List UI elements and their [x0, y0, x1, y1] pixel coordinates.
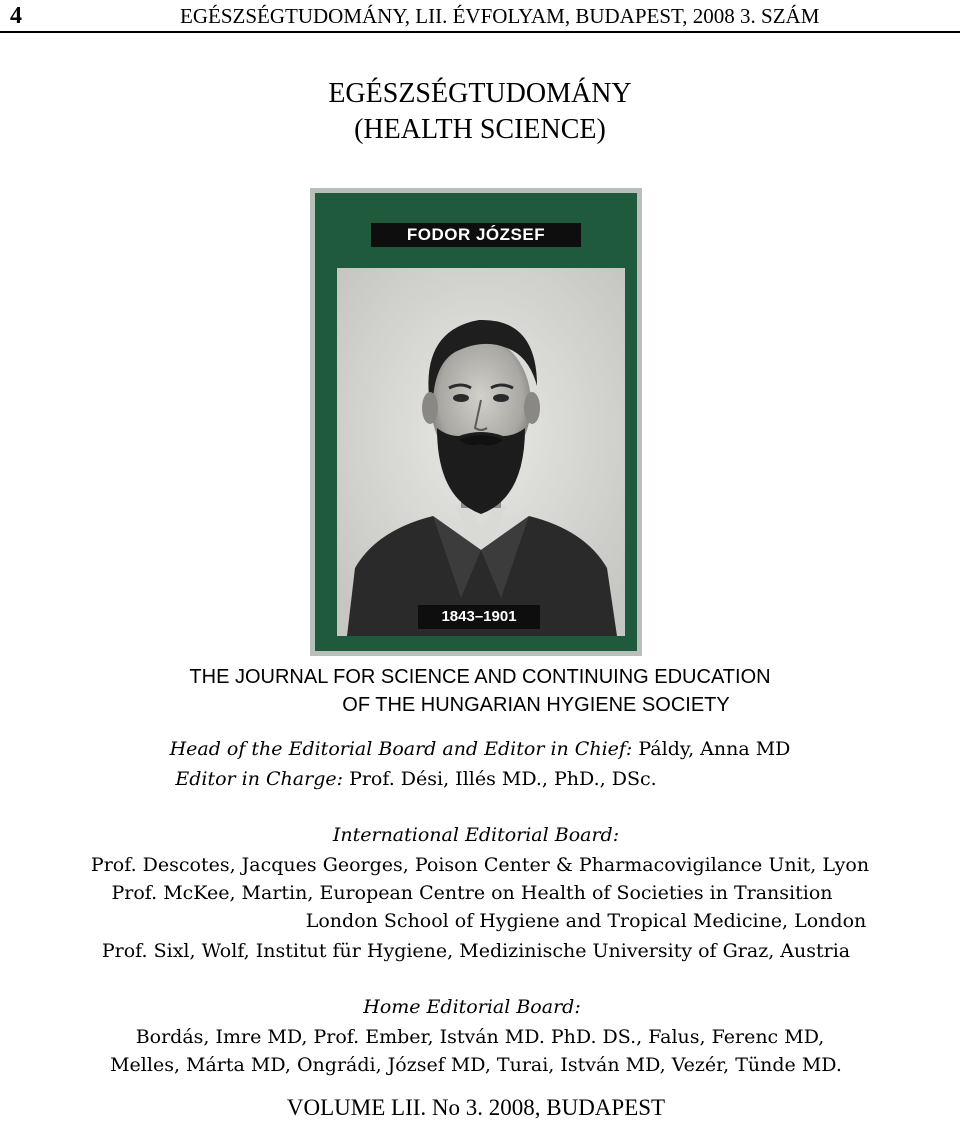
home-board-members-line-1: Bordás, Imre MD, Prof. Ember, István MD. PhD. DS., Falus, Ferenc MD, — [135, 1026, 825, 1048]
editor-in-chief — [0, 736, 960, 762]
cover-years-label: 1843–1901 — [418, 605, 540, 629]
journal-title — [0, 76, 960, 148]
international-board-member: Prof. Sixl, Wolf, Institut für Hygiene, Medizinische University of Graz, Austria — [101, 940, 851, 962]
running-header: EGÉSZSÉGTUDOMÁNY, LII. ÉVFOLYAM, BUDAPEST, 2008 3. SZÁM — [180, 4, 820, 28]
page-number: 4 — [10, 3, 22, 29]
title-hungarian: EGÉSZSÉGTUDOMÁNY — [328, 78, 632, 109]
cover-name-label: FODOR JÓZSEF — [371, 223, 581, 247]
editor-in-chief-label: Head of the Editorial Board and Editor in Chief: — [169, 738, 633, 760]
editor-in-charge — [0, 766, 896, 792]
international-board-member: Prof. Descotes, Jacques Georges, Poison Center & Pharmacovigilance Unit, Lyon — [90, 854, 870, 876]
portrait-image — [337, 268, 625, 636]
journal-subtitle-line-1: THE JOURNAL FOR SCIENCE AND CONTINUING EDUCATION — [189, 666, 771, 688]
header-rule — [0, 31, 960, 33]
international-board-member-continued: London School of Hygiene and Tropical Medicine, London — [305, 910, 867, 932]
volume-line: VOLUME LII. No 3. 2008, BUDAPEST — [286, 1095, 666, 1120]
international-board-heading: International Editorial Board: — [332, 824, 620, 846]
title-english: (HEALTH SCIENCE) — [354, 114, 606, 145]
editor-in-charge-name: Prof. Dési, Illés MD., PhD., DSc. — [349, 768, 657, 790]
international-board-member: Prof. McKee, Martin, European Centre on Health of Societies in Transition — [111, 882, 833, 904]
editor-in-chief-name: Páldy, Anna MD — [638, 738, 791, 760]
home-board-heading: Home Editorial Board: — [363, 996, 581, 1018]
portrait-photo — [337, 268, 625, 636]
editor-in-charge-label: Editor in Charge: — [175, 768, 344, 790]
cover-frame — [315, 193, 637, 651]
home-board-members-line-2: Melles, Márta MD, Ongrádi, József MD, Turai, István MD, Vezér, Tünde MD. — [110, 1054, 842, 1076]
journal-subtitle-line-2: OF THE HUNGARIAN HYGIENE SOCIETY — [342, 694, 730, 716]
portrait-cover — [310, 188, 642, 656]
